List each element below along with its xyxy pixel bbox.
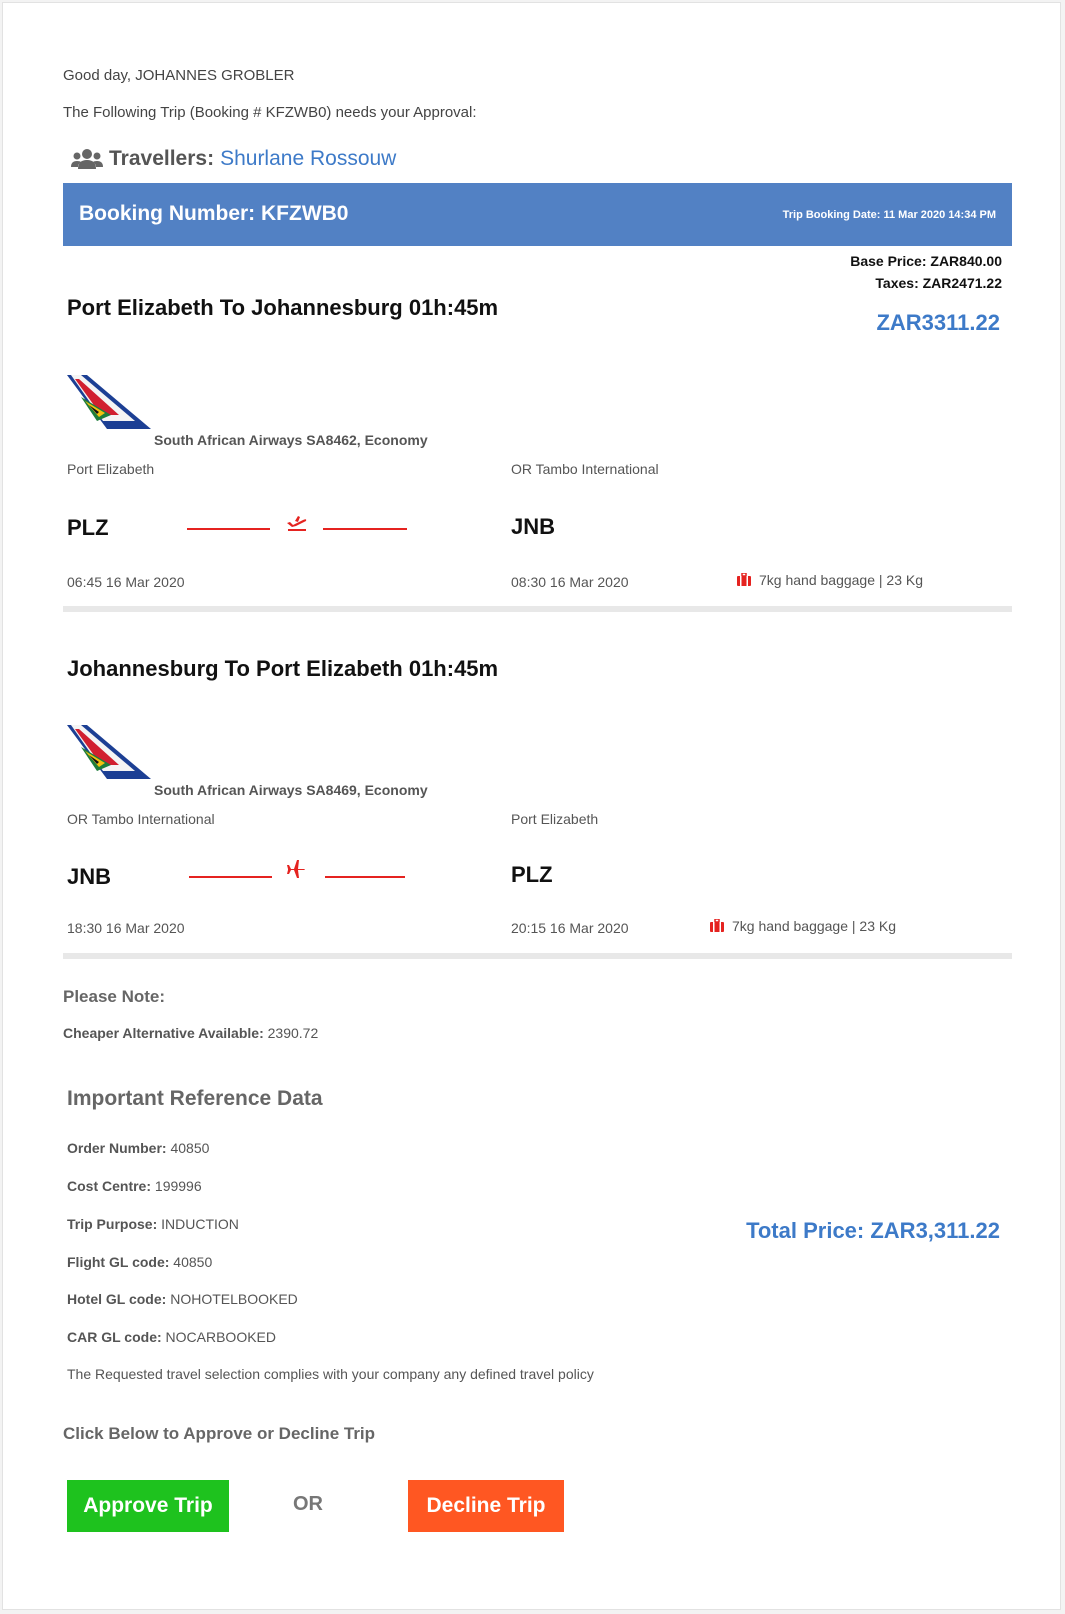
baggage-info (710, 918, 896, 934)
airline-logo-icon (67, 725, 151, 785)
flight-route-title: Johannesburg To Port Elizabeth 01h:45m (67, 656, 499, 681)
ref-value: 40850 (170, 1140, 210, 1156)
policy-compliance-text: The Requested travel selection complies with your company any defined travel policy (67, 1366, 594, 1382)
to-airport: Port Elizabeth (511, 811, 599, 827)
booking-total: ZAR3311.22 (876, 310, 1000, 335)
departure-time: 06:45 16 Mar 2020 (67, 574, 185, 590)
ref-label: CAR GL code: (67, 1329, 162, 1345)
baggage-info (737, 572, 923, 588)
intro-text: The Following Trip (Booking # KFZWB0) needs your Approval: (63, 104, 477, 121)
approve-trip-button[interactable]: Approve Trip (67, 1480, 229, 1532)
departure-time: 18:30 16 Mar 2020 (67, 920, 185, 936)
airline-info: South African Airways SA8469, Economy (154, 782, 428, 798)
airline-info: South African Airways SA8462, Economy (154, 432, 428, 448)
travellers-label: Travellers: (109, 147, 215, 170)
departure-plane-icon (286, 512, 308, 532)
baggage-text: 7kg hand baggage | 23 Kg (759, 572, 924, 588)
to-code: PLZ (511, 862, 553, 887)
from-code: JNB (67, 864, 112, 889)
ref-car-gl-code (67, 1329, 276, 1345)
email-body (2, 2, 1061, 1610)
greeting: Good day, JOHANNES GROBLER (63, 67, 295, 84)
arrival-time: 20:15 16 Mar 2020 (511, 920, 629, 936)
reference-heading: Important Reference Data (67, 1087, 323, 1110)
to-airport: OR Tambo International (511, 461, 659, 477)
flight-line-left (189, 876, 272, 878)
to-code: JNB (511, 514, 556, 539)
base-price: Base Price: ZAR840.00 (850, 253, 1002, 269)
booking-date: Trip Booking Date: 11 Mar 2020 14:34 PM (782, 209, 996, 221)
flight-line-left (187, 528, 270, 530)
from-airport: OR Tambo International (67, 811, 215, 827)
airline-logo-icon (67, 375, 151, 435)
ref-order-number (67, 1140, 209, 1156)
booking-banner (63, 183, 1012, 246)
arrival-time: 08:30 16 Mar 2020 (511, 574, 629, 590)
ref-cost-centre (67, 1178, 202, 1194)
ref-label: Flight GL code: (67, 1254, 170, 1270)
from-airport: Port Elizabeth (67, 461, 155, 477)
users-icon (71, 148, 103, 170)
ref-hotel-gl-code (67, 1291, 298, 1307)
section-divider (63, 606, 1012, 612)
luggage-icon (710, 919, 724, 933)
ref-label: Trip Purpose: (67, 1216, 158, 1232)
ref-value: NOCARBOOKED (165, 1329, 276, 1345)
from-code: PLZ (67, 515, 109, 540)
travellers-row (71, 147, 396, 171)
cheaper-value: 2390.72 (267, 1025, 319, 1041)
ref-label: Hotel GL code: (67, 1291, 167, 1307)
ref-label: Order Number: (67, 1140, 167, 1156)
flight-line-right (323, 528, 407, 530)
flight-line-right (325, 876, 405, 878)
total-price: Total Price: ZAR3,311.22 (746, 1218, 1000, 1243)
cheaper-label: Cheaper Alternative Available: (63, 1025, 264, 1041)
luggage-icon (737, 573, 751, 587)
flight-route-title: Port Elizabeth To Johannesburg 01h:45m (67, 295, 499, 320)
traveller-name-link[interactable]: Shurlane Rossouw (220, 147, 397, 170)
section-divider (63, 953, 1012, 959)
booking-number: Booking Number: KFZWB0 (79, 202, 349, 225)
ref-value: 199996 (154, 1178, 202, 1194)
decline-trip-button[interactable]: Decline Trip (408, 1480, 564, 1532)
baggage-text: 7kg hand baggage | 23 Kg (732, 918, 897, 934)
ref-label: Cost Centre: (67, 1178, 152, 1194)
ref-flight-gl-code (67, 1254, 212, 1270)
ref-value: 40850 (173, 1254, 213, 1270)
ref-trip-purpose (67, 1216, 239, 1232)
action-prompt: Click Below to Approve or Decline Trip (63, 1424, 376, 1443)
ref-value: INDUCTION (161, 1216, 239, 1232)
note-heading: Please Note: (63, 987, 166, 1006)
taxes: Taxes: ZAR2471.22 (875, 275, 1002, 291)
ref-value: NOHOTELBOOKED (170, 1291, 298, 1307)
or-separator: OR (293, 1493, 323, 1515)
plane-icon (286, 859, 306, 879)
cheaper-alternative (63, 1025, 318, 1041)
